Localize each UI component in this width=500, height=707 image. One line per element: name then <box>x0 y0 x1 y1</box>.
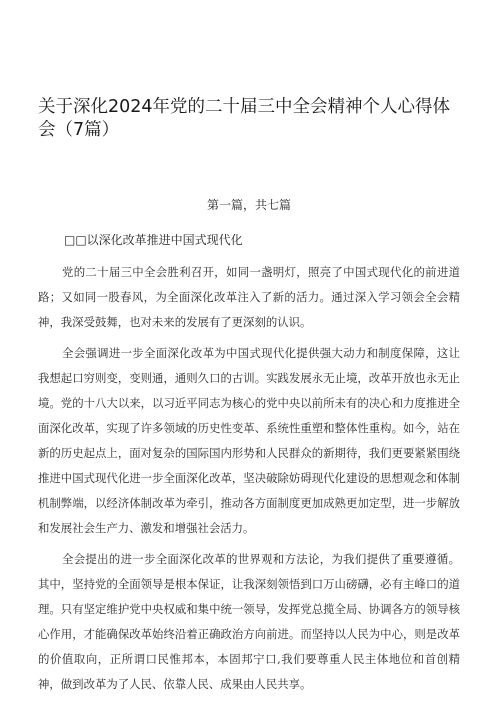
section-heading: □□以深化改革推进中国式现代化 <box>64 233 243 247</box>
document-title: 关于深化2024年党的二十届三中全会精神个人心得体会（7篇） <box>38 97 451 140</box>
paragraph-2: 全会强调进一步全面深化改革为中国式现代化提供强大动力和制度保障，这让我想起口穷则变，变则通，通则久口的古训。实践发展永无止境，改革开放也永无止境。党的十八大以来，以习近平同志为核心的党中央以前所未有的决心和力度推进全面深化改革，实现了许多领域的历史性变革、系统性重塑和整体性重构。如今，站在新的历史起点上，面对复杂的国际国内形势和人民群众的新期待，我们更要紧紧围绕推进中国式现代化进一步全面深化改革，坚决破除妨碍现代化建设的思想观念和体制机制弊端，以经济体制改革为牵引，推动各方面制度更加成熟更加定型，进一步解放和发展社会生产力、激发和增强社会活力。 <box>38 346 460 535</box>
paragraph-1: 党的二十届三中全会胜利召开，如同一盏明灯，照亮了中国式现代化的前进道路；又如同一股春风，为全面深化改革注入了新的活力。通过深入学习领会全会精神，我深受鼓舞，也对未来的发展有了更深刻的认识。 <box>38 265 460 329</box>
paragraph-3: 全会提出的进一步全面深化改革的世界观和方法论，为我们提供了重要遵循。其中，坚持党的全面领导是根本保证，让我深刻领悟到口万山磅礴，必有主峰口的道理。只有坚定维护党中央权威和集中统一领导，发挥党总揽全局、协调各方的领导核心作用，才能确保改革始终沿着正确政治方向前进。而坚持以人民为中心，则是改革的价值取向，正所谓口民惟邦本，本固邦宁口,我们要尊重人民主体地位和首创精神，做到改革为了人民、依靠人民、成果由人民共享。 <box>38 552 460 691</box>
document-subtitle: 第一篇，共七篇 <box>206 198 291 212</box>
